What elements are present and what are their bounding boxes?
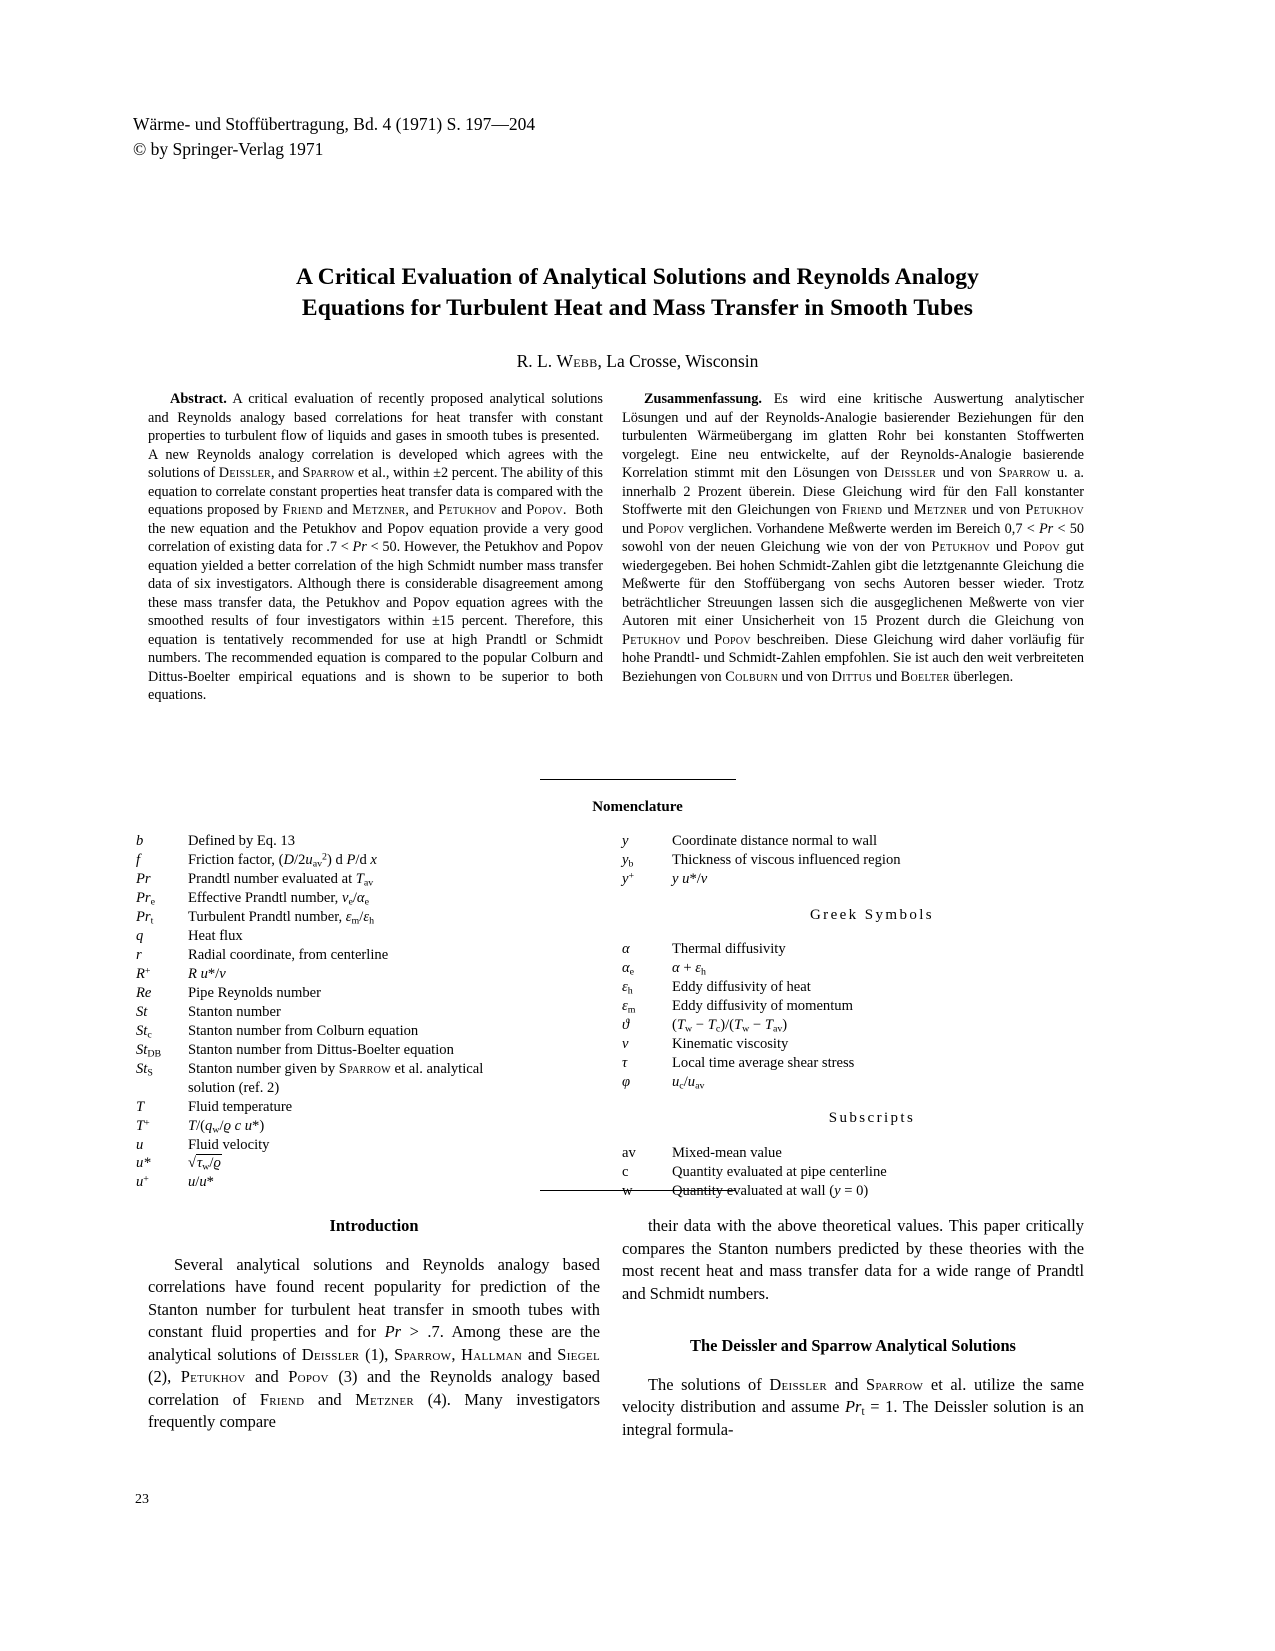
journal-copyright-line: © by Springer-Verlag 1971 [133,138,324,159]
nomenclature-entry [622,1144,1092,1163]
nomenclature-definition: $u_c/u_{av}$ [672,1074,705,1092]
nomenclature-entry [622,1016,1092,1035]
nomenclature-entry [622,940,1092,959]
nomenclature-definition: $√\tau_w/ϱ$ [188,1155,221,1173]
nomenclature-heading: Nomenclature [592,799,683,815]
nomenclature-symbol: b [136,833,144,849]
nomenclature-symbol: $St_{DB}$ [136,1041,162,1060]
nomenclature-definition: $T/(q_w/ϱ$ c u*) [188,1117,265,1135]
subscripts-heading: Subscripts [828,1110,916,1127]
nomenclature-symbol: Re [136,984,152,1001]
author-surname: Webb [556,350,598,371]
nomenclature-definition: Prandtl number evaluated at $T_{av}$ [188,870,374,889]
nomenclature-definition: Turbulent Prandtl number, $\varepsilon_m/\varepsilon_h$ [188,908,375,927]
nomenclature-definition: Radial coordinate, from centerline [188,946,389,963]
nomenclature-definition: Friction factor, $(D/2u_{av}^2)$ d P/d x [188,851,377,870]
nomenclature-symbol: $Pr_e$ [136,889,155,908]
nomenclature-entry [622,978,1092,997]
nomenclature-symbol: u+ [136,1173,149,1191]
nomenclature-entry [622,997,1092,1016]
author-affiliation: , La Crosse, Wisconsin [597,350,759,371]
nomenclature-entry [136,984,606,1003]
journal-citation-line: Wärme- und Stoffübertragung, Bd. 4 (1971) S. 197—204 [133,114,536,134]
nomenclature-definition: Stanton number [188,1003,281,1020]
nomenclature-symbol: Pr [136,870,151,887]
nomenclature-definition: Stanton number from Colburn equation [188,1022,419,1039]
nomenclature-entry [136,908,606,927]
nomenclature-entry [136,1098,606,1117]
nomenclature-right-column [622,832,1092,1201]
nomenclature-entry [622,1073,1092,1092]
nomenclature-symbol: y+ [622,870,635,887]
nomenclature-entry [622,870,1092,889]
journal-header [133,112,535,162]
page-number: 23 [135,1492,149,1507]
nomenclature-symbol: R+ [136,965,151,982]
author-prefix: R. L. [516,350,557,371]
nomenclature-definition: Heat flux [188,927,243,944]
nomenclature-definition: Effective Prandtl number, $\nu_e/\alpha_e$ [188,889,369,908]
nomenclature-entry [136,1173,606,1192]
nomenclature-entry [622,851,1092,870]
nomenclature-entry [136,851,606,870]
nomenclature-entry [136,1022,606,1041]
nomenclature-definition: Stanton number from Dittus-Boelter equation [188,1041,454,1058]
nomenclature-symbol: w [622,1182,633,1199]
nomenclature-symbol: u [136,1136,144,1153]
nomenclature-entry [136,1060,606,1098]
zusammenfassung-label: Zusammenfassung. [644,391,762,407]
nomenclature-entry [136,1136,606,1155]
nomenclature-definition: Fluid velocity [188,1136,270,1153]
body-paragraph-continuation: their data with the above theoretical values. This paper critically compares the Stanton numbers predicted by these theories with the most recent heat and mass transfer data for a wide range of Prandtl and Schmidt numbers. [622,1216,1084,1303]
article-title-line-2: Equations for Turbulent Heat and Mass Transfer in Smooth Tubes [301,295,974,322]
nomenclature-entry [136,1041,606,1060]
zusammenfassung-paragraph: Zusammenfassung. Es wird eine kritische Auswertung analytischer Lösungen und auf der Reynolds-Analogie basierender Beziehungen für den turbulenten Wärmeübergang im glatten Rohr bei konstanten Stoffwerten vorgelegt. Eine neu entwickelte, auf der Reynolds-Analogie basierende Korrelation stimmt mit den Lösungen von Deissler und von Sparrow u. a. innerhalb 2 Prozent überein. Diese Gleichung wird für den Fall konstanter Stoffwerte mit den Gleichungen von Friend und Metzner und von Petukhov und Popov verglichen. Vorhandene Meßwerte werden im Bereich 0,7 < Pr < 50 sowohl von der neuen Gleichung wie von der von Petukhov und Popov gut wiedergegeben. Bei hohen Schmidt-Zahlen gibt die letztgenannte Gleichung die Meßwerte für den Stoffübergang von sechs Autoren besser wieder. Trotz beträchtlicher Streuungen lassen sich die ausgeglichenen Meßwerte von vier Autoren mit einer Unsicherheit von 15 Prozent durch die Gleichung von Petukhov und Popov beschreiben. Diese Gleichung wird daher vorläufig für hohe Prandtl- und Schmidt-Zahlen empfohlen. Sie ist auch den weit verbreiteten Beziehungen von Colburn und von Dittus und Boelter überlegen. [622,391,1085,685]
title-block [150,262,1125,372]
nomenclature-entry [622,1054,1092,1073]
nomenclature-entry [136,870,606,889]
abstract-paragraph: Abstract. A critical evaluation of recently proposed analytical solutions and Reynolds analogy based correlations for heat transfer with constant properties to turbulent flow of liquids and gases in smooth tubes is presented. A new Reynolds analogy correlation is developed which agrees with the solutions of Deissler, and Sparrow et al., within ±2 percent. The ability of this equation to correlate constant properties heat transfer data is compared with the equations proposed by Friend and Metzner, and Petukhov and Popov. Both the new equation and the Petukhov and Popov equation provide a very good correlation of existing data for .7 < Pr < 50. However, the Petukhov and Popov equation yielded a better correlation of the high Schmidt number mass transfer data of six investigators. Although there is considerable disagreement among these mass transfer data, the Petukhov and Popov equation agrees with the smoothed results of four investigators within ±15 percent. Therefore, this equation is tentatively recommended for use at high Prandtl or Schmidt numbers. The recommended equation is compared to the popular Colburn and Dittus-Boelter empirical equations and is shown to be superior to both equations. [148,391,603,703]
nomenclature-entry [136,946,606,965]
nomenclature-entry [622,1163,1092,1182]
nomenclature-definition: Quantity evaluated at wall (y = 0) [672,1182,869,1199]
nomenclature-symbol: f [136,851,141,868]
nomenclature-definition: Mixed-mean value [672,1144,782,1161]
zusammenfassung-column [622,390,1084,686]
body-right-column [622,1215,1084,1441]
nomenclature-symbol: T+ [136,1116,150,1134]
nomenclature-symbol: ϑ [622,1017,630,1034]
nomenclature-symbol: τ [622,1055,628,1072]
nomenclature-symbol: $y_b$ [622,851,634,870]
nomenclature-definition: Eddy diffusivity of heat [672,979,811,996]
nomenclature-definition: Fluid temperature [188,1098,293,1115]
greek-symbols-heading: Greek Symbols [809,906,935,923]
nomenclature-definition: Local time average shear stress [672,1055,855,1072]
nomenclature-symbol: r [136,946,142,963]
nomenclature-definition: Pipe Reynolds number [188,984,321,1001]
nomenclature-symbol: $Pr_t$ [136,908,154,927]
nomenclature-symbol: $\varepsilon_h$ [622,979,633,997]
author-line [150,351,1125,372]
divider-rule-top [540,779,736,780]
nomenclature-definition: u/u* [188,1174,214,1191]
nomenclature-symbol: $\varepsilon_m$ [622,998,636,1016]
nomenclature-symbol: α [622,941,630,958]
nomenclature-entry [136,1003,606,1022]
nomenclature-symbol: $St_c$ [136,1022,152,1041]
nomenclature-entry [136,965,606,984]
nomenclature-symbol: T [136,1098,145,1115]
nomenclature-symbol: φ [622,1074,631,1091]
nomenclature-symbol: St [136,1003,148,1020]
nomenclature-symbol: y [622,833,629,849]
nomenclature-symbol: ν [622,1036,629,1053]
abstract-column [148,390,603,705]
nomenclature-definition: Thermal diffusivity [672,941,786,958]
nomenclature-entry [136,889,606,908]
nomenclature-symbol: c [622,1163,629,1180]
nomenclature-definition: y u*/ν [672,870,708,887]
nomenclature-entry [622,832,1092,851]
nomenclature-entry [136,832,606,851]
nomenclature-left-column [136,832,606,1192]
nomenclature-entry [622,1035,1092,1054]
nomenclature-symbol: $\alpha_e$ [622,960,635,978]
nomenclature-entry [622,1182,1092,1201]
introduction-paragraph: Several analytical solutions and Reynolds analogy based correlations have found recent popularity for prediction of the Stanton number for turbulent heat transfer in smooth tubes with constant fluid properties and for Pr > .7. Among these are the analytical solutions of Deissler (1), Sparrow, Hallman and Siegel (2), Petukhov and Popov (3) and the Reynolds analogy based correlation of Friend and Metzner (4). Many investigators frequently compare [148,1254,600,1432]
nomenclature-symbol: q [136,927,144,944]
nomenclature-symbol: u* [136,1155,151,1172]
nomenclature-entry [136,1117,606,1136]
section-paragraph: The solutions of Deissler and Sparrow et al. utilize the same velocity distribution and assume $Pr_t = 1$. The Deissler solution is an integral formula- [622,1374,1084,1439]
nomenclature-definition: $\alpha + \varepsilon_h$ [672,960,706,978]
section-heading-deissler-sparrow: The Deissler and Sparrow Analytical Solutions [690,1336,1016,1356]
introduction-heading: Introduction [329,1216,419,1235]
nomenclature-definition: Quantity evaluated at pipe centerline [672,1163,887,1180]
nomenclature-symbol: $St_S$ [136,1060,153,1079]
nomenclature-definition: Stanton number given by Sparrow et al. analytical solution (ref. 2) [188,1060,484,1096]
nomenclature-entry [622,959,1092,978]
nomenclature-definition: Thickness of viscous influenced region [672,851,901,868]
nomenclature-entry [136,927,606,946]
nomenclature-symbol: av [622,1144,636,1161]
nomenclature-definition: Defined by Eq. 13 [188,833,295,849]
article-title-line-1: A Critical Evaluation of Analytical Solutions and Reynolds Analogy [296,264,979,290]
abstract-label: Abstract. [170,391,227,407]
nomenclature-definition: Eddy diffusivity of momentum [672,998,853,1015]
nomenclature-definition: R u*/ν [188,965,226,982]
introduction-column [148,1215,600,1434]
nomenclature-definition: Kinematic viscosity [672,1036,789,1053]
nomenclature-definition: Coordinate distance normal to wall [672,833,878,849]
nomenclature-definition: $(T_w - T_c)/(T_w - T_{av})$ [672,1017,788,1035]
nomenclature-entry [136,1154,606,1173]
